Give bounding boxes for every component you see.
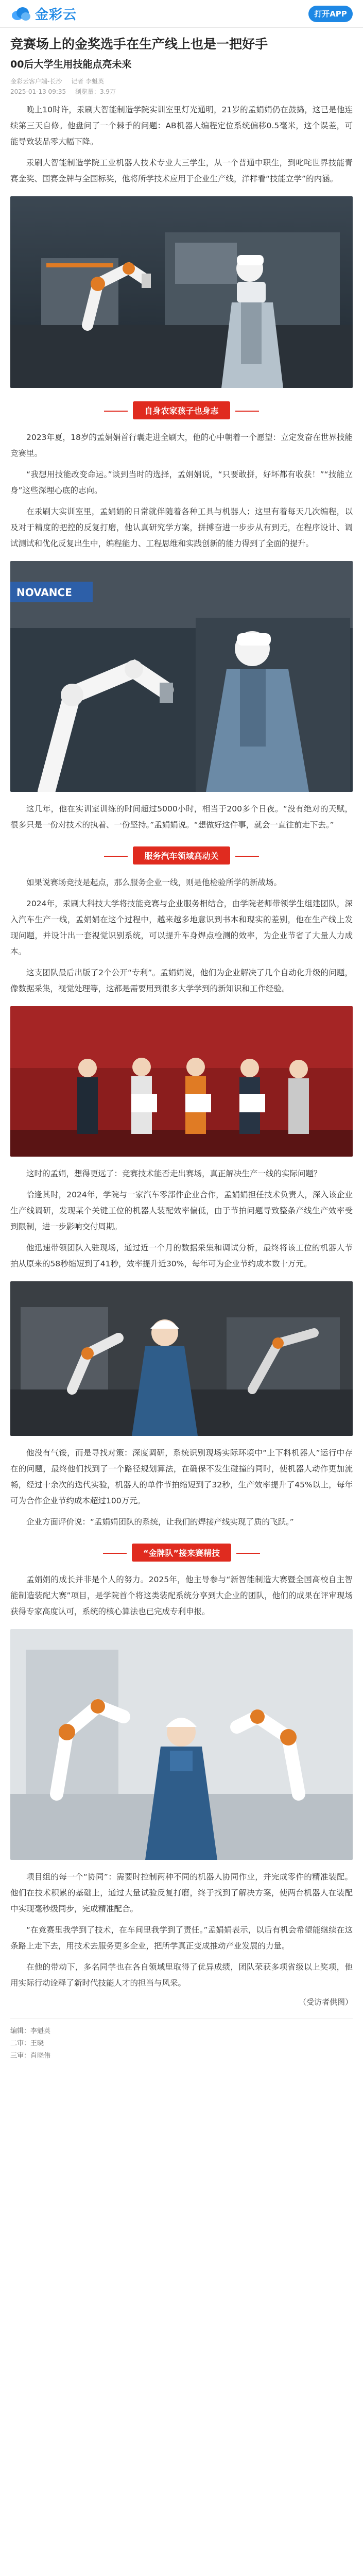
paragraph: 在他的带动下，多名同学也在各自领域里取得了优异成绩，团队荣获多项省级以上奖项，他用实际行动诠释了新时代技能人才的担当与风采。 xyxy=(10,1962,353,1988)
article-photo-production-line[interactable] xyxy=(10,1281,353,1436)
paragraph: 如果说赛场竞技是起点，那么服务企业一线，则是他检验所学的新战场。 xyxy=(26,878,282,887)
paragraph: 晚上10时许，汞刷大智能制造学院实训室里灯光通明，21岁的孟娟娟仍在鼓捣，这已是他连续第三天自修。他盘问了一个棘手的问题：AB机器人编程定位系统偏移0.5毫米，这个误差，可能导致装品零大幅下降。 xyxy=(10,105,353,146)
svg-text:NOVANCE: NOVANCE xyxy=(16,586,72,599)
meta-source: 金彩云客户端-长沙 xyxy=(10,78,62,85)
article-title: 竞赛场上的金奖选手在生产线上也是一把好手 xyxy=(10,37,268,52)
article-photo-workshop[interactable] xyxy=(10,561,353,792)
paragraph: 这几年，他在实训室训练的时间超过5000小时，相当于200多个日夜。“没有绝对的天赋，很多只是一份对技术的执着、一份坚持。”孟娟娟说。“想做好这件事，就会一直往前走下去。” xyxy=(10,804,353,829)
article-subtitle: 00后大学生用技能点亮未来 xyxy=(10,59,132,70)
paragraph: 项目组的每一个“协同”：需要时控制两种不同的机器人协同作业，并完成零件的精准装配。他们在技术积累的基础上，通过大量试验反复打磨，终于找到了解决方案，使两台机器人在装配中实现毫秒级同步，完成精准配合。 xyxy=(10,1872,353,1913)
open-app-button[interactable]: 打开APP xyxy=(308,6,353,22)
paragraph: 2024年，汞刷大科技大学将技能竞赛与企业服务相结合，由学院老师带领学生组建团队，深入汽车生产一线，孟娟娟在这个过程中，越来越多地意识到书本和现实的差别，他在生产线上发现问题，并设计出一套视觉识别系统，可以提升车身焊点检测的效率，为企业节省了大量人力成本。 xyxy=(10,899,353,956)
top-bar xyxy=(0,0,363,28)
meta-author: 记者 李魁英 xyxy=(71,78,104,85)
photo-production-line-image xyxy=(10,1281,353,1436)
paragraph: 这支团队最后出版了2个公开“专利”。孟娟娟说，他们为企业解决了几个自动化升级的问题，像数据采集，视觉处理等，这都是需要用到很多大学学到的新知识和工作经验。 xyxy=(10,968,353,993)
editor-credits xyxy=(10,2019,353,2062)
section-heading-label: “金牌队”接来赛精技 xyxy=(132,1544,231,1562)
article-photo-robot-arm[interactable] xyxy=(10,196,353,388)
paragraph: “在竞赛里我学到了技术，在车间里我学到了责任。”孟娟娟表示，以后有机会希望能继续在这条路上走下去，用技术去服务更多企业，把所学真正变成推动产业发展的力量。 xyxy=(10,1925,353,1951)
paragraph: 孟娟娟的成长并非是个人的努力。2025年，他主导参与“新智能制造大赛暨全国高校自主智能制造装配大赛”项目，是学院首个将这类装配系统分享到大企业的团队，他们的成果在评审现场获得专家高度认可，系统的核心算法也已完成专利申报。 xyxy=(10,1575,353,1616)
section-heading-3 xyxy=(10,1544,353,1562)
meta-date: 2025-01-13 09:35 xyxy=(10,88,66,95)
article xyxy=(10,35,353,2062)
paragraph: 他迅速带领团队入驻现场，通过近一个月的数据采集和调试分析，最终将该工位的机器人节拍从原来的58秒缩短到了41秒，效率提升近30%，每年可为企业节约成本数十万元。 xyxy=(10,1243,353,1268)
photo-dual-robots-image xyxy=(10,1629,353,1860)
article-photo-dual-robots[interactable] xyxy=(10,1629,353,1860)
paragraph: 汞刷大智能制造学院工业机器人技术专业大三学生，从一个普通中职生，到叱咤世界技能青赛金奖、国赛金牌与全国标奖，他将所学技术应用于企业生产线，洋样看“技能立学”的内涵。 xyxy=(10,158,353,183)
brand-name: 金彩云 xyxy=(35,7,77,23)
paragraph: 在汞刷大实训室里，孟娟娟的日常就伴随着各种工具与机器人；这里有着每天几次编程，以及对于精度的把控的反复打磨，他认真研究学方案，拼搏奋进一步步从有到无，在程序设计、调试测试和优化反复出生中，编程能力、工程思维和实践创新的能力得到了全面的提升。 xyxy=(10,507,353,548)
photo-robot-arm-image xyxy=(10,196,353,388)
paragraph: 他没有气馁，而是寻找对策：深度调研，系统识别现场实际环境中“上下料机器人”运行中存在的问题，最终他们找到了一个路径规划算法，在确保不发生碰撞的同时，使机器人动作更加流畅，经过十余次的迭代实验，机器人的单件节拍缩短到了32秒，生产效率提升了45%以上，每年可为合作企业节约成本超过100万元。 xyxy=(10,1448,353,1505)
paragraph: 2023年夏，18岁的孟娟娟首行囊走进全刷大，他的心中朝着一个愿望：立定发奋在世界技能竞赛里。 xyxy=(10,433,353,458)
article-meta xyxy=(10,76,353,97)
brand-logo[interactable] xyxy=(10,4,77,23)
reviewer: 二审：王晓 xyxy=(10,2040,44,2047)
article-photo-award[interactable] xyxy=(10,1006,353,1157)
paragraph: “我想用技能改变命运。”谈到当时的选择，孟娟娟说，“只要敢拼，好坏都有收获！”“技能立身”这些深埋心底的志向。 xyxy=(10,470,353,495)
paragraph: 企业方面评价说：“孟娟娟团队的系统，让我们的焊接产线实现了质的飞跃。” xyxy=(26,1517,294,1527)
reviewer: 三审：肖晓伟 xyxy=(10,2052,51,2060)
paragraph: 这时的孟娟，想得更远了：竞赛技术能否走出赛场，真正解决生产一线的实际问题？ xyxy=(26,1169,322,1178)
paragraph: 恰逢其时，2024年，学院与一家汽车零部件企业合作，孟娟娟担任技术负责人，深入该企业生产线调研，发现某个关键工位的机器人装配效率偏低，由于节拍问题导致整条产线生产效率受到限制，进一步影响交付周期。 xyxy=(10,1190,353,1231)
photo-credit: （受访者供图） xyxy=(298,1997,353,2007)
editor: 编辑：李魁英 xyxy=(10,2027,51,2035)
cloud-logo-icon xyxy=(10,6,31,22)
photo-workshop-image xyxy=(10,561,353,792)
section-heading-label: 自身农家孩子也身志 xyxy=(133,401,230,419)
meta-reads: 浏览量：3.9万 xyxy=(75,88,116,95)
section-heading-2 xyxy=(10,846,353,865)
photo-award-image xyxy=(10,1006,353,1157)
section-heading-label: 服务汽车领域高动关 xyxy=(133,846,230,865)
section-heading-1 xyxy=(10,401,353,419)
